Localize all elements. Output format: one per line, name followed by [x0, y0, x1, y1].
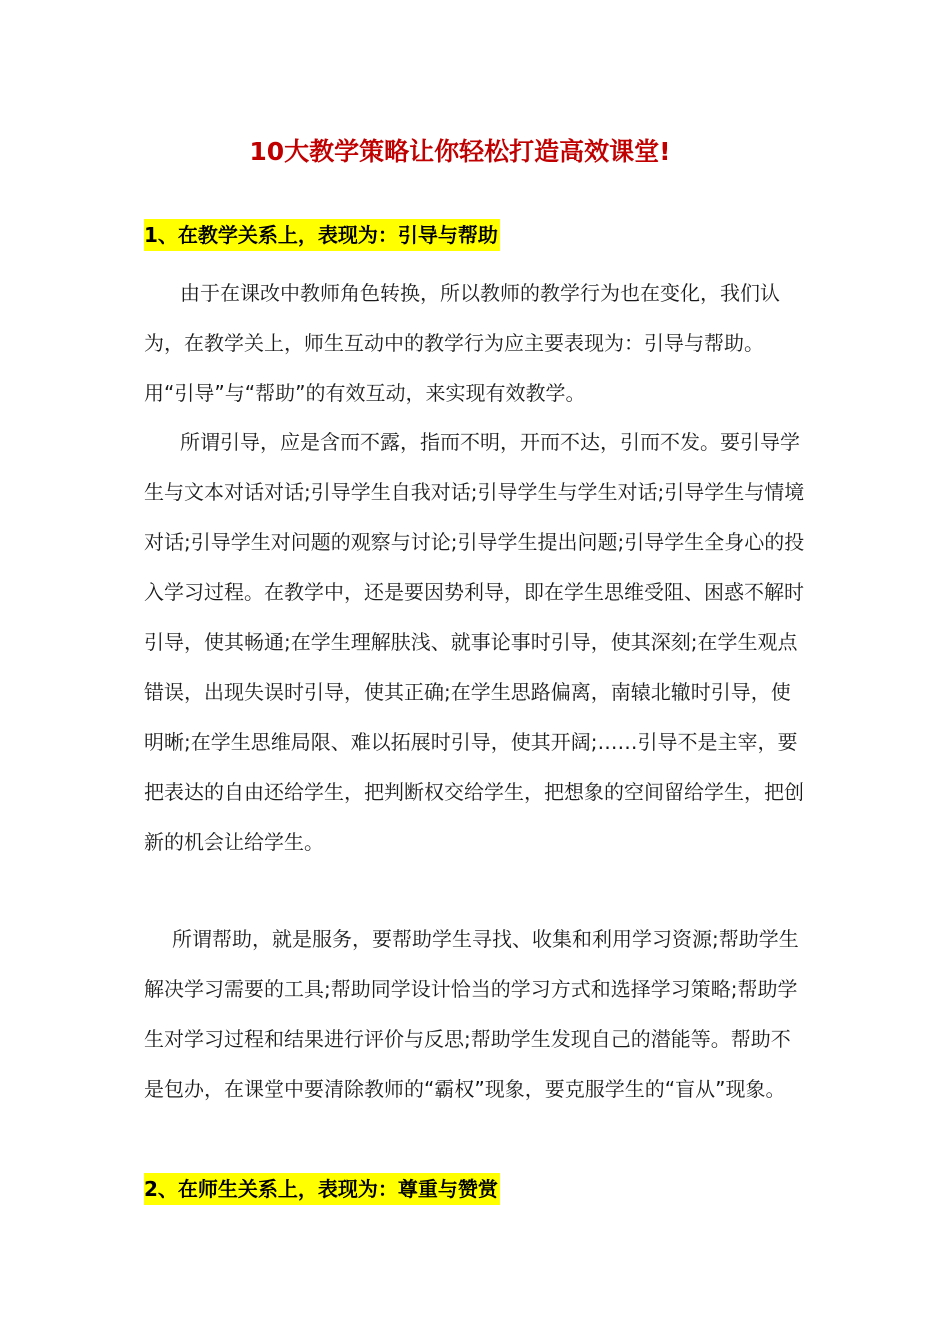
paragraph-1: 由于在课改中教师角色转换，所以教师的教学行为也在变化，我们认为，在教学关上，师生互动中的教学行为应主要表现为：引导与帮助。用“引导”与“帮助”的有效互动，来实现有效教学。	[144, 281, 780, 405]
paragraph-2: 所谓引导，应是含而不露，指而不明，开而不达，引而不发。要引导学生与文本对话对话;引导学生自我对话;引导学生与学生对话;引导学生与情境对话;引导学生对问题的观察与讨论;引导学生提出问题;引导学生全身心的投入学习过程。在教学中，还是要因势利导，即在学生思维受阻、困惑不解时引导，使其畅通;在学生理解肤浅、就事论事时引导，使其深刻;在学生观点错误，出现失误时引导，使其正确;在学生思路偏离，南辕北辙时引导，使明晰;在学生思维局限、难以拓展时引导，使其开阔;……引导不是主宰，要把表达的自由还给学生，把判断权交给学生，把想象的空间留给学生，把创新的机会让给学生。	[144, 430, 805, 854]
document-title: 10大教学策略让你轻松打造高效课堂!	[249, 137, 671, 166]
paragraph-3: 所谓帮助，就是服务，要帮助学生寻找、收集和利用学习资源;帮助学生解决学习需要的工具;帮助同学设计恰当的学习方式和选择学习策略;帮助学生对学习过程和结果进行评价与反思;帮助学生发现自己的潜能等。帮助不是包办，在课堂中要清除教师的“霸权”现象，要克服学生的“盲从”现象。	[144, 927, 799, 1101]
section-heading-2: 2、在师生关系上，表现为：尊重与赞赏	[144, 1173, 500, 1205]
section-heading-1: 1、在教学关系上，表现为：引导与帮助	[144, 219, 500, 251]
